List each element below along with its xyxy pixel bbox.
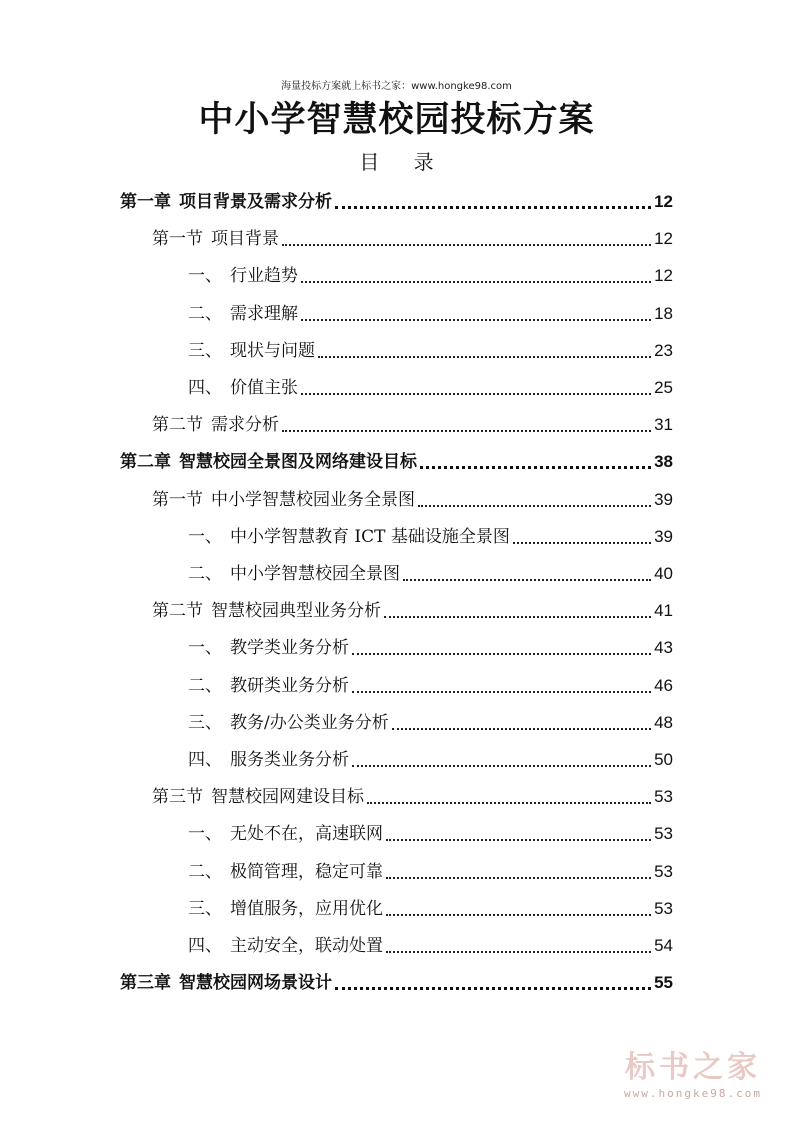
- document-title: 中小学智慧校园投标方案: [198, 100, 595, 140]
- toc-entry-label: [152, 228, 279, 250]
- toc-entry-number: 四、: [188, 750, 222, 770]
- toc-entry-label: [188, 749, 349, 771]
- toc-entry-number: 三、: [188, 340, 222, 361]
- header-note: 海量投标方案就上标书之家：www.hongke98.com: [281, 81, 512, 92]
- toc-dot-leader: [352, 641, 651, 655]
- toc-entry-number: 一、: [188, 638, 222, 659]
- toc-entry[interactable]: [188, 622, 673, 659]
- toc-entry-text: 中小学智慧教育 ICT 基础设施全景图: [230, 526, 510, 547]
- toc-entry-number: 四、: [188, 936, 222, 956]
- toc-entry[interactable]: [188, 697, 673, 734]
- toc-entry-page: 48: [654, 712, 673, 732]
- toc-entry-number: 一、: [188, 824, 222, 845]
- toc-entry-number: 二、: [188, 303, 222, 324]
- toc-dot-leader: [352, 679, 651, 693]
- toc-entry-number: 三、: [188, 712, 222, 733]
- toc-entry-page: 12: [654, 266, 673, 286]
- toc-entry-number: 二、: [188, 675, 222, 696]
- toc-entry-text: 主动安全，联动处置: [230, 936, 383, 956]
- toc-entry-label: [120, 191, 332, 213]
- toc-entry-text: 现状与问题: [230, 340, 315, 361]
- toc-entry-label: [152, 489, 415, 511]
- toc-entry[interactable]: [120, 957, 673, 994]
- toc-entry[interactable]: [188, 883, 673, 920]
- toc-entry-label: [152, 600, 381, 622]
- toc-entry-text: 教研类业务分析: [230, 675, 349, 696]
- toc-entry-text: 项目背景及需求分析: [179, 192, 332, 212]
- toc-entry-page: 46: [654, 675, 673, 695]
- toc-entry-page: 54: [654, 936, 673, 955]
- toc-entry-label: [188, 935, 383, 957]
- toc-dot-leader: [352, 753, 651, 767]
- toc-entry-text: 极简管理，稳定可靠: [230, 861, 383, 882]
- toc-dot-leader: [301, 307, 651, 321]
- toc-entry-text: 价值主张: [230, 378, 298, 398]
- toc-entry-number: 第一节: [152, 229, 203, 250]
- toc-entry[interactable]: [188, 920, 673, 957]
- toc-entry-text: 智慧校园网场景设计: [179, 973, 332, 994]
- toc-dot-leader: [420, 454, 651, 469]
- toc-entry-label: [188, 563, 400, 585]
- toc-entry-label: [188, 675, 349, 697]
- toc-entry[interactable]: [188, 362, 673, 399]
- toc-entry-text: 智慧校园典型业务分析: [211, 601, 381, 622]
- toc-entry-page: 43: [654, 638, 673, 658]
- toc-dot-leader: [403, 567, 651, 581]
- toc-entry[interactable]: [120, 176, 673, 213]
- toc-entry-number: 四、: [188, 378, 222, 398]
- toc-entry-label: [188, 637, 349, 659]
- toc-entry-label: [120, 972, 332, 994]
- toc-entry[interactable]: [188, 734, 673, 771]
- toc-entry-label: [120, 451, 417, 473]
- toc-entry[interactable]: [188, 325, 673, 362]
- toc-entry-page: 38: [654, 452, 673, 472]
- toc-dot-leader: [386, 939, 651, 953]
- toc-entry-page: 53: [654, 898, 673, 918]
- toc-entry-text: 智慧校园全景图及网络建设目标: [179, 452, 417, 473]
- toc-entry-page: 39: [654, 526, 673, 546]
- toc-entry-number: 第三节: [152, 787, 203, 808]
- toc-entry-page: 53: [654, 824, 673, 844]
- toc-dot-leader: [386, 902, 651, 916]
- toc-entry[interactable]: [152, 399, 673, 436]
- toc-entry-text: 服务类业务分析: [230, 750, 349, 770]
- toc-entry-page: 12: [654, 229, 673, 249]
- toc-entry-label: [188, 340, 315, 362]
- toc-entry-page: 23: [654, 340, 673, 360]
- toc-entry-label: [188, 526, 510, 548]
- toc-dot-leader: [392, 716, 651, 730]
- watermark-name: 标书之家: [625, 1050, 761, 1085]
- watermark-logo: [613, 1051, 773, 1100]
- toc-entry-label: [188, 303, 298, 325]
- toc-entry-number: 一、: [188, 266, 222, 287]
- toc-entry-label: [188, 823, 383, 845]
- toc-entry-page: 31: [654, 415, 673, 435]
- toc-entry-text: 需求理解: [230, 303, 298, 324]
- toc-entry-number: 三、: [188, 898, 222, 919]
- toc-entry-text: 需求分析: [211, 415, 279, 436]
- toc-dot-leader: [386, 827, 651, 841]
- toc-dot-leader: [335, 975, 651, 990]
- toc-dot-leader: [513, 530, 651, 544]
- toc-entry[interactable]: [188, 660, 673, 697]
- toc-entry[interactable]: [120, 436, 673, 473]
- toc-entry-label: [188, 712, 389, 734]
- toc-entry-text: 项目背景: [211, 229, 279, 250]
- toc-entry-text: 增值服务，应用优化: [230, 898, 383, 919]
- toc-entry-text: 行业趋势: [230, 266, 298, 287]
- toc-entry-number: 二、: [188, 564, 222, 584]
- toc-dot-leader: [384, 604, 651, 618]
- toc-entry-page: 18: [654, 303, 673, 323]
- toc-entry-text: 中小学智慧校园业务全景图: [211, 489, 415, 510]
- toc-entry-page: 53: [654, 861, 673, 881]
- toc-entry-page: 50: [654, 750, 673, 769]
- toc-dot-leader: [282, 418, 651, 432]
- toc-entry-page: 55: [654, 973, 673, 993]
- watermark-url: www.hongke98.com: [624, 1087, 762, 1100]
- toc-entry-number: 二、: [188, 861, 222, 882]
- toc-entry-text: 中小学智慧校园全景图: [230, 564, 400, 584]
- toc-entry-number: 第二节: [152, 601, 203, 622]
- toc-heading: 目 录: [359, 150, 448, 174]
- toc-entry-number: 第三章: [120, 973, 171, 994]
- toc-dot-leader: [282, 232, 651, 246]
- toc-entry-number: 第一章: [120, 192, 171, 212]
- toc-entry[interactable]: [188, 846, 673, 883]
- toc-entry-label: [188, 861, 383, 883]
- toc-entry[interactable]: [188, 548, 673, 585]
- toc-entry[interactable]: [188, 511, 673, 548]
- toc-entry[interactable]: [152, 771, 673, 808]
- toc-dot-leader: [367, 790, 651, 804]
- toc-entry[interactable]: [152, 585, 673, 622]
- toc-entry-text: 教务/办公类业务分析: [230, 712, 389, 733]
- toc-dot-leader: [318, 344, 651, 358]
- toc-entry-text: 智慧校园网建设目标: [211, 787, 364, 808]
- toc-dot-leader: [418, 493, 651, 507]
- toc-entry-label: [188, 898, 383, 920]
- toc-dot-leader: [386, 865, 651, 879]
- toc-entry-text: 教学类业务分析: [230, 638, 349, 659]
- toc-entry-page: 25: [654, 378, 673, 397]
- toc-entry-page: 40: [654, 564, 673, 583]
- toc-entry[interactable]: [188, 250, 673, 287]
- toc-entry-number: 一、: [188, 526, 222, 547]
- toc-dot-leader: [301, 269, 651, 283]
- toc-entry[interactable]: [152, 474, 673, 511]
- toc-entry-number: 第二章: [120, 452, 171, 473]
- toc-entry-page: 12: [654, 192, 673, 211]
- toc-entry[interactable]: [188, 808, 673, 845]
- toc-entry-page: 53: [654, 787, 673, 807]
- toc-entry[interactable]: [152, 213, 673, 250]
- toc-entry-page: 39: [654, 489, 673, 509]
- toc-dot-leader: [335, 194, 651, 209]
- toc-entry-label: [152, 414, 279, 436]
- toc-entry-page: 41: [654, 601, 673, 621]
- toc-entry-label: [188, 265, 298, 287]
- toc-dot-leader: [301, 381, 651, 395]
- toc-entry-label: [188, 377, 298, 399]
- toc-entry[interactable]: [188, 288, 673, 325]
- toc-entry-number: 第二节: [152, 415, 203, 436]
- toc-entry-number: 第一节: [152, 489, 203, 510]
- toc-entry-text: 无处不在，高速联网: [230, 824, 383, 845]
- toc-entry-label: [152, 786, 364, 808]
